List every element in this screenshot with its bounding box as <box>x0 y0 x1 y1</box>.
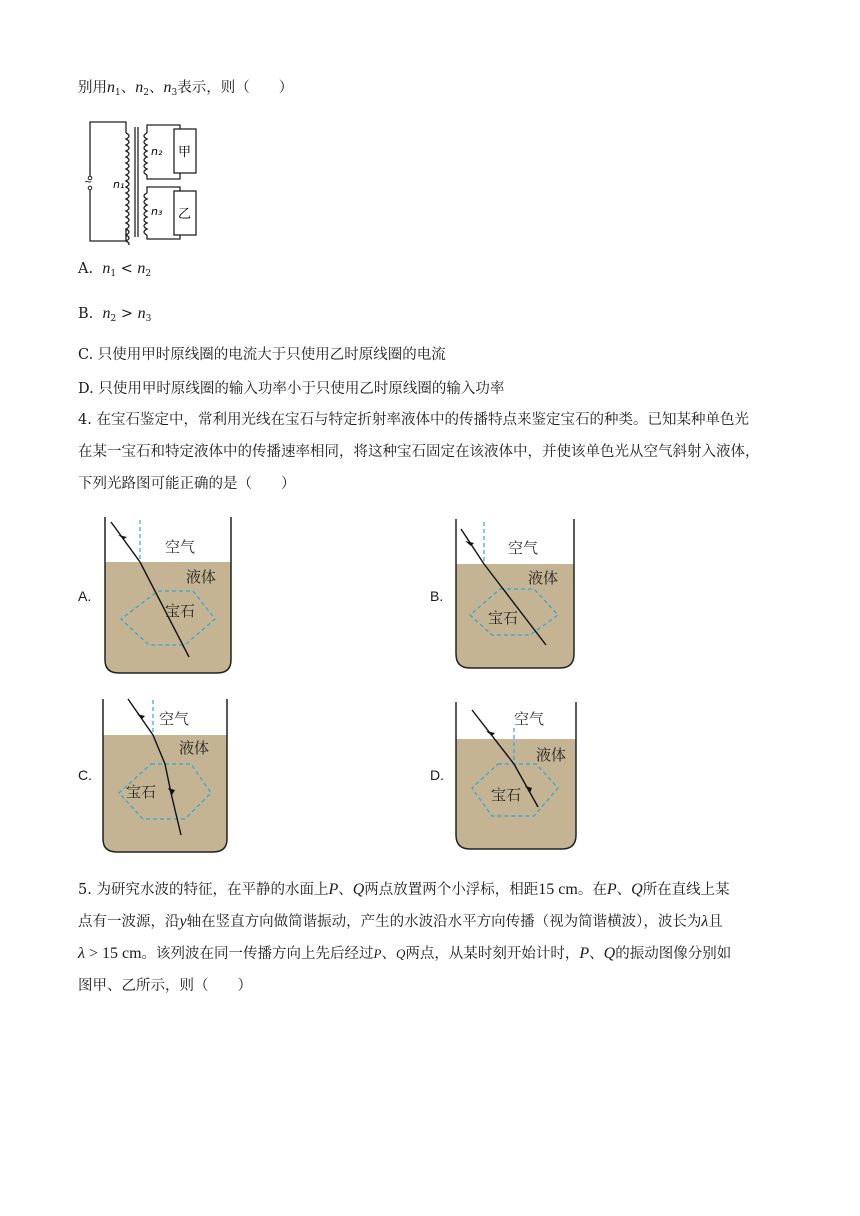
q5-line-1: 5. 为研究水波的特征，在平静的水面上P、Q两点放置两个小浮标，相距15 cm。在P、Q所在直线上某 <box>78 881 730 898</box>
jia-label: 甲 <box>178 145 192 160</box>
air-label-a: 空气 <box>165 538 196 556</box>
air-label-d: 空气 <box>514 710 545 728</box>
n1-label: n₁ <box>113 178 125 191</box>
q3-option-b: B. $n_2 > n_3$ <box>78 305 152 324</box>
q3-option-d: D. 只使用甲时原线圈的输入功率小于只使用乙时原线圈的输入功率 <box>78 381 505 397</box>
q4-option-a-label: A. <box>78 588 92 604</box>
q4-stem: 4. 在宝石鉴定中，常利用光线在宝石与特定折射率液体中的传播特点来鉴定宝石的种类。已知某种单色光 在某一宝石和特定液体中的传播速率相同，将这种宝石固定在该液体中，并使该单色光从空气斜射入液体， 下列光路图可能正确的是（ ） <box>78 412 760 492</box>
q4-option-b-label: B. <box>430 588 444 604</box>
gem-label-c: 宝石 <box>126 783 157 801</box>
q5-stem <box>78 874 784 1002</box>
air-label-b: 空气 <box>508 539 539 557</box>
transformer-diagram <box>80 115 220 245</box>
q5-line-4: 图甲、乙所示，则（ ） <box>78 978 252 994</box>
n3-label: n₃ <box>151 205 163 218</box>
q4-option-a-figure <box>103 515 233 675</box>
q5-line-2: 点有一波源，沿y轴在竖直方向做简谐振动，产生的水波沿水平方向传播（视为简谐横波），波长为λ且 <box>78 913 723 930</box>
gem-label-b: 宝石 <box>488 609 519 627</box>
n2-label: n₂ <box>151 145 163 158</box>
q5-line-3: λ > 15 cm。该列波在同一传播方向上先后经过P、Q两点，从某时刻开始计时，P、Q的振动图像分别如 <box>78 945 732 962</box>
q4-option-d-figure <box>454 700 578 852</box>
q4-option-c-label: C. <box>78 767 92 783</box>
q4-option-b-figure <box>454 517 576 671</box>
q4-option-d-label: D. <box>430 767 444 783</box>
yi-label: 乙 <box>178 207 192 222</box>
q3-stem: 别用$n_1$、$n_2$、$n_3$表示，则（ ） <box>78 79 294 98</box>
q4-option-c-figure <box>101 697 229 855</box>
liquid-label-d: 液体 <box>536 746 567 764</box>
air-label-c: 空气 <box>159 710 190 728</box>
liquid-label-b: 液体 <box>528 569 559 587</box>
liquid-label-a: 液体 <box>186 568 217 586</box>
q3-option-c: C. 只使用甲时原线圈的电流大于只使用乙时原线圈的电流 <box>78 347 446 363</box>
liquid-label-c: 液体 <box>179 739 210 757</box>
ac-source-label: ~ <box>84 177 93 188</box>
gem-label-d: 宝石 <box>491 786 522 804</box>
gem-label-a: 宝石 <box>165 602 196 620</box>
q3-option-a: A. $n_1 < n_2$ <box>78 260 152 279</box>
